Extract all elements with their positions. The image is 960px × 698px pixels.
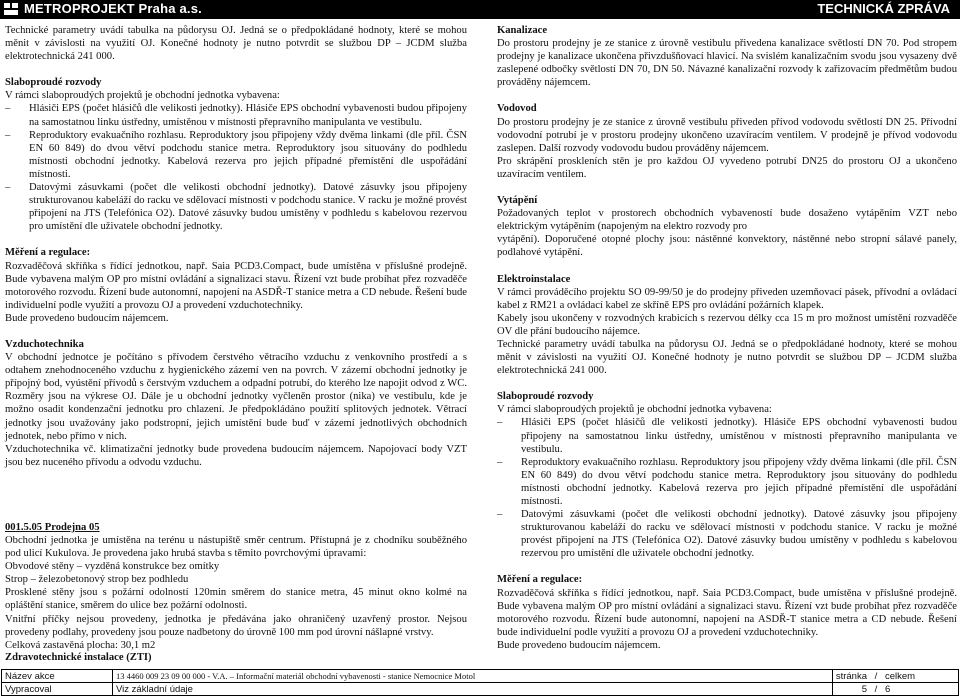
vzt-text: V obchodní jednotce je počítáno s přívodem čerstvého větracího vzduchu z venkovního prostředí a s odtahem znehodnoceného vzduchu z hygienického zázemí ven na povrch. V zázemí obchodní jednotky je přípojný bod, vyústění přívodů s čerstvým vzduchem a odpadní potrubí, do kterého lze napojit odvod z WC. Rozměry jsou na výkrese OJ. Dále je u obchodní jednotky vyčleněn prostor (nika) ve vestibulu, kde je možno osadit kondenzační jednotku pro chlazení. Je předpokládáno použití splitových jednotek. Větrací jednotky jsou uvažovány jako podstropní, jejich umístění bude buď v zázemí jednotlivých obchodních jednotek, nebo přímo v nich.: [5, 352, 467, 442]
zti-heading: Zdravotechnické instalace (ZTI): [5, 652, 152, 663]
footer-page-total: 6: [882, 683, 959, 696]
header-bar: [0, 0, 960, 19]
vytapeni-text: Požadovaných teplot v prostorech obchodních vybaveností bude dosaženo vytápěním VZT nebo elektrickým vytápěním (napojeným na elektro rozvody pro: [497, 208, 957, 233]
prodejna-line: Strop – železobetonový strop bez podhledu: [5, 574, 189, 586]
document-type: TECHNICKÁ ZPRÁVA: [817, 1, 950, 16]
list-item: – Reproduktory evakuačního rozhlasu. Reproduktory jsou připojeny vždy dvěma linkami (dle příl. ČSN EN 60 849) do dvou větví podchodu stanice metra. Reproduktory jsou situovány do podhledu místnosti obchodní jednotky. Kabelová rezerva pro jejich případné přemístění dle uspořádání místnosti.: [497, 456, 957, 507]
left-column: [5, 24, 467, 652]
footer-slash: /: [870, 670, 882, 683]
prodejna-text: Obchodní jednotka je umístěna na terénu u nástupiště směr centrum. Přístupná je z chodníku souběžného pod ulicí Kukulova. Je provedena jako hrubá stavba s těmito povrchovými úpravami:: [5, 535, 467, 560]
prodejna-heading: 001.5.05 Prodejna 05: [5, 521, 100, 533]
mereni-text-2: Bude provedeno budoucím nájemcem.: [5, 312, 169, 324]
vodovod-text: Do prostoru prodejny je ze stanice z úrovně vestibulu přiveden přívod vodovodu světlostí DN 25. Přívodní vodovodní potrubí je v prostoru prodejny ukončeno uzavíracím ventilem. V prodejně je přívod vodovodu zaslepen. Další rozvody vodovodu budou prováděny nájemcem.: [497, 116, 957, 154]
prodejna-text-3: Vnitřní příčky nejsou provedeny, jednotka je předávána jako ohraničený uzavřený prostor. Nejsou provedeny podlahy, provedeny jsou pouze nadbetony do úrovně 100 mm pod úrovní nášlapné vrstvy.: [5, 613, 467, 638]
prodejna-area: Celková zastavěná plocha: 30,1 m2: [5, 639, 156, 651]
list-item: – Reproduktory evakuačního rozhlasu. Reproduktory jsou připojeny vždy dvěma linkami (dle příl. ČSN EN 60 849) do dvou větví podchodu stanice metra. Reproduktory jsou situovány do podhledu místnosti obchodní jednotky. Kabelová rezerva pro jejich případné přemístění dle uspořádání místnosti.: [5, 129, 467, 180]
footer-page-number: 5: [832, 683, 870, 696]
vytapeni-heading: Vytápění: [497, 195, 538, 207]
kanalizace-text: Do prostoru prodejny je ze stanice z úrovně vestibulu přivedena kanalizace světlostí DN 70. Pod stropem prodejny je kanalizace ukončena přivzdušňovací hlavicí. Na svislém kanalizačním svodu jsou vysazeny dvě zaslepené odbočky světlostí DN 70, DN 50. Návazné kanalizační rozvody k zařizovacím předmětům budou prováděny nájemcem.: [497, 38, 957, 89]
mereni-text: Rozvaděčová skříňka s řídící jednotkou, např. Saia PCD3.Compact, bude umístěna v příslušné prodejně. Bude vybavena malým OP pro místní ovládání a signalizaci stavu. Řízení vzt bude probíhat přez rozvaděče motorového rozvodu. Řízení bude autonomní, napojení na ASDŘ-T stanice metra a CD nebude. Řešení bude individuelní podle využití a provozu OJ a provedení vzduchotechniky.: [5, 260, 467, 311]
mereni-text: Rozvaděčová skříňka s řídící jednotkou, např. Saia PCD3.Compact, bude umístěna v příslušné prodejně. Bude vybavena malým OP pro místní ovládání a signalizaci stavu. Řízení vzt bude probíhat přez rozvaděče motorového rozvodu. Řízení bude autonomní, napojení na ASDŘ-T stanice metra a CD nebude. Řešení bude individuelní podle využití a provozu OJ a provedení vzduchotechniky.: [497, 587, 957, 638]
footer-row: [2, 683, 959, 696]
vytapeni-text-2: vytápění). Doporučené otopné plochy jsou: nástěnné konvektory, nástěnné nebo stropní sálavé panely, podlahové vytápění.: [497, 234, 957, 259]
company-name: METROPROJEKT Praha a.s.: [24, 1, 202, 16]
footer-slash: /: [870, 683, 882, 696]
elektro-text-3: Technické parametry uvádí tabulka na půdorysu OJ. Jedná se o předpokládané hodnoty, které se mohou měnit v závislosti na využití OJ. Konečné hodnoty je nutno potvrdit se službou DP – JCDM služba elektrotechnická 241 000.: [497, 338, 957, 377]
footer-row: [2, 670, 959, 683]
footer-label: Vypracoval: [2, 683, 113, 696]
kanalizace-heading: Kanalizace: [497, 25, 548, 36]
slaboproud-heading: Slaboproudé rozvody: [497, 391, 594, 403]
elektro-text-2: Kabely jsou ukončeny v rozvodných krabicích s rezervou délky cca 15 m pro možnost umístění rozvaděče OV dle přání budoucího nájemce.: [497, 312, 957, 337]
slaboproud-heading: Slaboproudé rozvody: [5, 77, 102, 89]
company-logo: [0, 0, 24, 19]
list-item: – Hlásiči EPS (počet hlásičů dle velikosti jednotky). Hlásiče EPS obchodní vybavenosti budou připojeny na samostatnou linku ústředny, umístěnou v místnosti přepravního manipulanta ve vestibulu.: [5, 103, 467, 128]
footer-label: Název akce: [2, 670, 113, 683]
prodejna-line: Obvodové stěny – vyzděná konstrukce bez omítky: [5, 561, 220, 573]
mereni-heading: Měření a regulace:: [5, 247, 91, 259]
elektro-heading: Elektroinstalace: [497, 273, 571, 285]
footer-table: [1, 669, 959, 696]
mereni-heading: Měření a regulace:: [497, 574, 583, 586]
prodejna-text-2: Prosklené stěny jsou s požární odolností 120min směrem do stanice metra, 45 minut okno kolmé na opláštění stanice, směrem do ulice bez požární odolnosti.: [5, 587, 467, 612]
slaboproud-text: V rámci slaboproudých projektů je obchodní jednotka vybavena:: [5, 90, 280, 102]
right-column: [497, 24, 957, 652]
vodovod-text-2: Pro skrápění proskleních stěn je pro každou OJ vyvedeno potrubí DN25 do prostoru OJ a ukončeno uzavíracím ventilem.: [497, 155, 957, 180]
intro-paragraph: Technické parametry uvádí tabulka na půdorysu OJ. Jedná se o předpokládané hodnoty, které se mohou měnit v závislosti na využití OJ. Konečné hodnoty je nutno potvrdit se službou DP – JCDM služba elektrotechnická 241 000.: [5, 25, 467, 63]
list-item: – Datovými zásuvkami (počet dle velikosti obchodní jednotky). Datové zásuvky jsou připojeny strukturovanou kabeláží do racku ve sdělovací místnosti v podchodu stanice. V racku je možné provést připojení na JTS (Telefónica O2). Datové zásuvky budou umístěny v podhledu s kabelovou rezervou pro umístění dle uživatele obchodní jednotky.: [5, 182, 467, 233]
footer-author: Viz základní údaje: [113, 683, 833, 696]
vzt-heading: Vzduchotechnika: [5, 338, 84, 350]
vzt-text-2: Vzduchotechnika vč. klimatizační jednotky bude provedena budoucím nájemcem. Napojovací body VZT jsou bez nuceného přívodu a odvodu vzduchu.: [5, 443, 467, 468]
list-item: – Hlásiči EPS (počet hlásičů dle velikosti jednotky). Hlásiče EPS obchodní vybavenosti budou připojeny na samostatnou linku ústředny, umístěnou v místnosti přepravního manipulanta ve vestibulu.: [497, 417, 957, 455]
footer-total-label: celkem: [882, 670, 959, 683]
vodovod-heading: Vodovod: [497, 103, 537, 115]
mereni-text-2: Bude provedeno budoucím nájemcem.: [497, 639, 661, 651]
slaboproud-text: V rámci slaboproudých projektů je obchodní jednotka vybavena:: [497, 404, 772, 416]
footer-page-label: stránka: [832, 670, 870, 683]
list-item: – Datovými zásuvkami (počet dle velikosti obchodní jednotky). Datové zásuvky jsou připojeny strukturovanou kabeláží do racku ve sdělovací místnosti v podchodu stanice. V racku je možné provést připojení na JTS (Telefónica O2). Datové zásuvky budou umístěny v podhledu s kabelovou rezervou pro umístění dle uživatele obchodní jednotky.: [497, 509, 957, 560]
footer-project: 13 4460 009 23 09 00 000 - V.A. – Informační materiál obchodní vybavenosti - stanice Nemocnice Motol: [113, 670, 833, 683]
elektro-text: V rámci prováděcího projektu SO 09-99/50 je do prodejny přiveden uzemňovací pásek, přívodní a ovládací kabel z RM21 a ovládací kabel ze skříně EPS pro ovládání požárních klapek.: [497, 286, 957, 311]
